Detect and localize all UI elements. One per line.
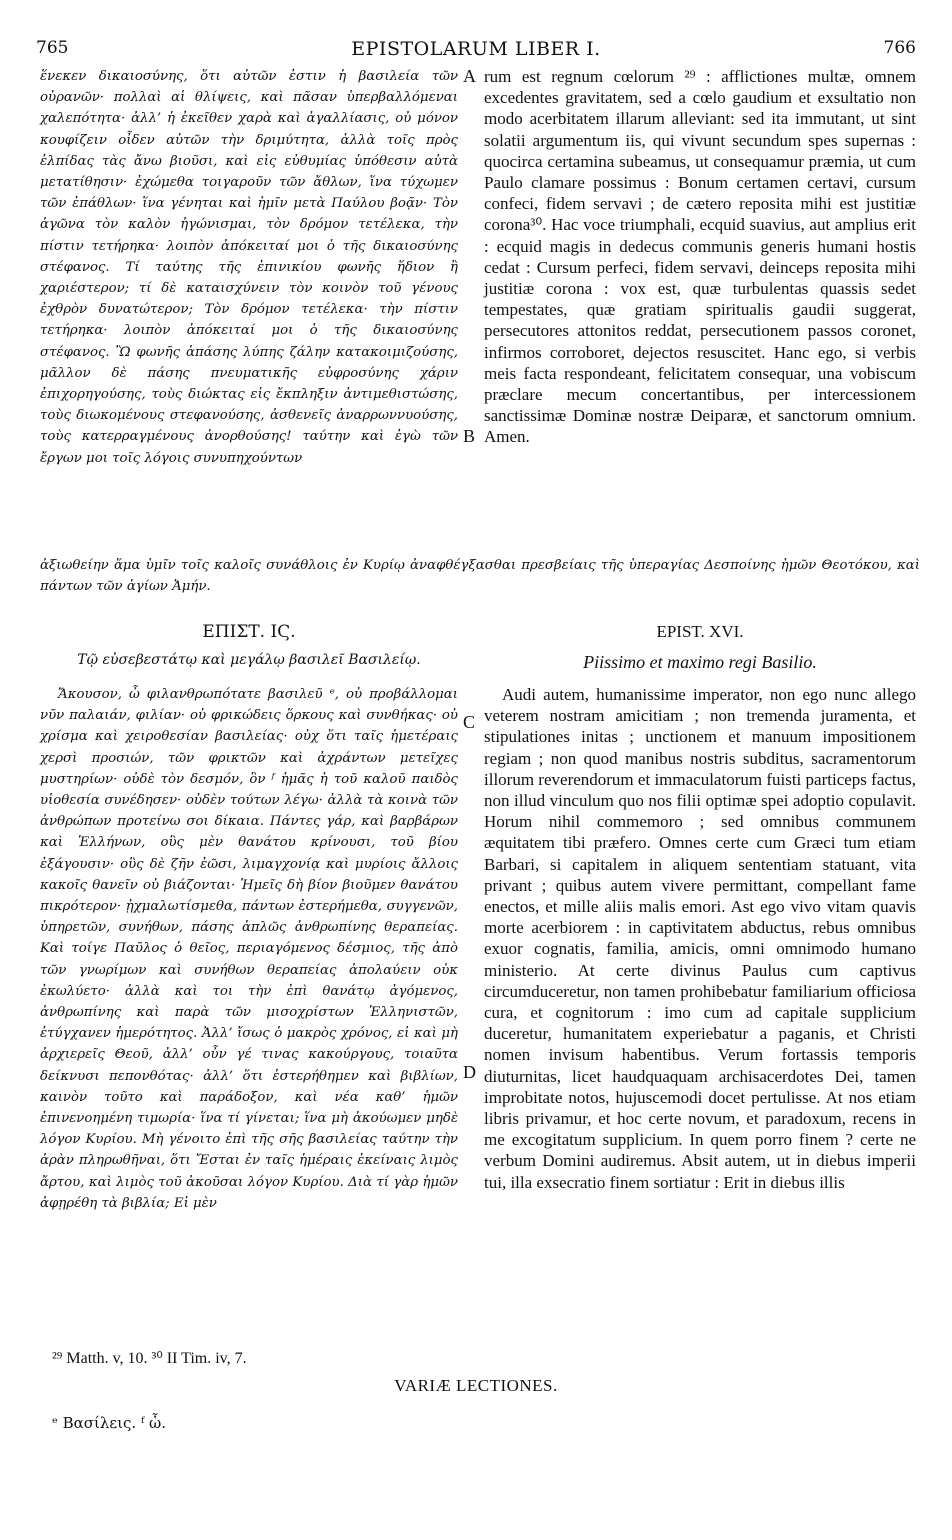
greek-text-top: ἕνεκεν δικαιοσύνης, ὅτι αὐτῶν ἐστιν ἡ βασιλεία τῶν οὐρανῶν· πολλαὶ αἱ θλίψεις, καὶ πᾶσαν ὑπερβαλλόμεναι χαλεπότητα· ἀλλ’ ἡ ἐκεῖθεν χαρὰ καὶ ἀγαλλίασις, οὐ μόνον κουφίζειν οἶδεν αὐτῶν τὴν δριμύτητα, ἀλλὰ τοῖς πρὸς ἐλπίδας τὰς ἄνω βιοῦσι, καὶ εἰς εὐθυμίας ὑπόθεσιν αὐτὰ μετατίθησιν· ἐχώμεθα τοιγαροῦν τῶν ἄθλων, ἵνα τύχωμεν τῶν ἐπάθλων· ἵνα γένηται καὶ ἡμῖν μετὰ Παύλου βοᾷν· Τὸν ἀγῶνα τὸν καλὸν ἠγώνισμαι, τὸν δρόμον τετέλεκα, τὴν πίστιν τετήρηκα· λοιπὸν ἀπόκειταί μοι ὁ τῆς δικαιοσύνης στέφανος. Τί ταύτης τῆς ἐπινικίου φωνῆς ἥδιον ἢ χαριέστερον; τί δὲ καταισχύνειν τὸν κοινὸν τοῦ γένους ἐχθρὸν δυνατώτερον; Τὸν δρόμον τετέλεκα· τὴν πίστιν τετήρηκα· λοιπὸν ἀπόκειταί μοι ὁ τῆς δικαιοσύνης στέφανος. Ὢ φωνῆς ἁπάσης λύπης ζάλην κατακοιμιζούσης, μᾶλλον δὲ πάσης πνευματικῆς εὐφροσύνης χάριν ἐπιχορηγούσης, τοὺς διώκτας εἰς ἔκπληξιν ἀντιμεθιστώσης, τοὺς διωκομένους στεφανούσης, ἀσθενεῖς ἀναρρωννυούσης, τοὺς κατερραγμένους ἀνορθούσης! ταύτην καὶ ἐγὼ τῶν ἔργων μοι τοῖς λόγοις συνυπηχούντων <box>40 69 458 466</box>
greek-epistle-body: Ἄκουσον, ὦ φιλανθρωπότατε βασιλεῦ ᵉ, οὐ προβάλλομαι νῦν παλαιάν, φιλίαν· οὐ φρικώδεις ὅρκους καὶ συνθήκας· οὐ χρίσμα καὶ χειροθεσίαν βασιλείας· οὐχ ὅτι ταῖς ἡμετέραις χερσὶ προσιών, τῶν φρικτῶν καὶ ἀχράντων μετεῖχες μυστηρίων· οὐδὲ τὸν δεσμόν, ὃν ᶠ ἡμᾶς ἡ τοῦ καλοῦ παιδὸς υἱοθεσία συνέδησεν· οὐδὲν τούτων λέγω· ἀλλὰ τὰ κοινὰ τῶν ἀνθρώπων προτείνω σοι δίκαια. Πάντες γάρ, καὶ βαρβάρων καὶ Ἑλλήνων, οὓς μὲν θανάτου κρίνουσι, τοῦ βίου ἐξάγουσιν· οὓς δὲ ζῆν ἐῶσι, λιμαγχονίᾳ καὶ μυρίοις ἄλλοις κακοῖς θανεῖν οὐ βιάζονται· Ἡμεῖς δὴ βίον βιοῦμεν θανάτου πικρότερον· ᾐχμαλωτίσμεθα, πάντων ἐστερήμεθα, συγγενῶν, ὑπηρετῶν, συνήθων, πάσης ἁπλῶς ἀνθρωπίνης θεραπείας. Καὶ τοίγε Παῦλος ὁ θεῖος, περιαγόμενος δέσμιος, τῆς ἀπὸ τῶν γνωρίμων καὶ συνήθων θεραπείας ἀπολαύειν οὐκ ἐκωλύετο· ἀλλὰ καὶ τοι τὴν ἐπὶ θανάτῳ ἀγόμενος, ἀνθρωπίνης καὶ παρὰ τῶν μισοχρίστων Ἑλληνιστῶν, ἐτύγχανεν ἡμερότητος. Ἀλλ’ ἴσως ὁ μακρὸς χρόνος, εἰ καὶ μὴ ἀρχιερεῖς Θεοῦ, ἀλλ’ οὖν γέ τινας κακούργους, τοιαῦτα δείκνυσι πεπονθότας· ἀλλ’ ὅτι ἐστερήθημεν καὶ βιβλίων, καινὸν τοῦτο καὶ παράδοξον, καὶ νέα καθ’ ἡμῶν ἐπινενοημένη τιμωρία· ἵνα τί γίνεται; ἵνα μὴ ἀκούωμεν μηδὲ λόγον Κυρίου. Μὴ γένοιτο ἐπὶ τῆς σῆς βασιλείας ταύτην τὴν ἀρὰν πληρωθῆναι, ὅτι Ἔσται ἐν ταῖς ἡμέραις ἐκείναις λιμὸς ἄρτου, καὶ λιμὸς τοῦ ἀκοῦσαι λόγον Κυρίου. Διὰ τί γὰρ ἡμῶν ἀφῃρέθη τὰ βιβλία; Εἰ μὲν <box>40 687 458 1211</box>
latin-column-epistle <box>484 684 916 1193</box>
latin-column-top <box>484 66 916 448</box>
latin-epistle-body: Audi autem, humanissime imperator, non ego nunc allego veterem nostram amicitiam ; non tremenda juramenta, et stipulationes initas ; unctionem et manuum impositionem regiam ; non quod manibus nostris subditus, sacramentorum illorum reverendorum et immaculatorum fuisti particeps factus, non illud vinculum quo nos filii optimæ spei adoptio copulavit. Horum nihil commemoro ; sed omnibus communem æquitatem tibi præfero. Omnes certe cum Græci tum etiam Barbari, si capitalem in aliquem sententiam statuant, vita privant ; quibus autem vivere permittant, compellant fame enectos, et mille aliis malis emori. Ast ego vivo vitam quavis morte acerbiorem : in captivitatem abductus, rebus omnibus exuor cognatis, familia, amicis, omni omnimodo humano ministerio. At certe divinus Paulus cum captivus circumduceretur, non tamen prohibebatur familiarium officiosa cura, et cognitorum : imo cum ad capitale supplicium duceretur, humanitatem experiebatur a paganis, et Christi nomen invisum habentibus. Verum fortassis temporis diuturnitas, licet haudquaquam archisacerdotes Dei, tamen improbitate notos, hujuscemodi docet pertulisse. At nos etiam libris privamur, et hoc certe novum, et paradoxum, recens in me excogitatum supplicium. In quem porro finem ? certe ne verbum Domini audiremus. Absit autem, ut in diebus imperii tui, illa exsecratio finem sortiatur : Erit in diebus illis <box>484 685 916 1192</box>
margin-marker-d: D <box>463 1062 476 1082</box>
latin-text-top: rum est regnum cœlorum ²⁹ : afflictiones multæ, omnem excedentes gravitatem, sed a cœlo gaudium et exsultatio non modo acerbitatem illarum alleviant: sed ita immutant, ut sint solatii argumentum iis, qui vivunt secundum spes supernas : quocirca certamina subeamus, ut consequamur præmia, ut cum Paulo clamare possimus : Bonum certamen certavi, cursum confeci, fidem servavi ; de cætero reposita mihi est justitiæ corona³⁰. Hac voce triumphali, ecquid suavius, aut amplius erit : ecquid magis in dedecus communis generis humani hostis cedat : Cursum perfeci, fidem servavi, deinceps reposita mihi justitiæ corona : vox est, quæ turbulentas quassis sedet tempestates, quæ gratiam spiritualis gaudii suggerat, persecutores attonitos reddat, persecutionem passos coronet, infirmos corroboret, dejectos resuscitet. Hanc ego, si verbis meis facta respondeant, felicitatem consequar, una vobiscum præclare mecum concertantibus, per intercessionem sanctissimæ Dominæ nostræ Deiparæ, et sanctorum omnium. Amen. <box>484 67 916 447</box>
epistle-address-greek: Τῷ εὐσεβεστάτῳ καὶ μεγάλῳ βασιλεῖ Βασιλείῳ. <box>77 652 421 668</box>
epistle-heading-greek: ΕΠΙΣΤ. ΙϚ. <box>202 622 296 642</box>
margin-marker-b: B <box>463 426 476 446</box>
page-number-right: 766 <box>883 38 916 58</box>
greek-column-epistle <box>40 684 458 1214</box>
margin-marker-c: C <box>463 712 476 732</box>
margin-marker-a: A <box>463 66 476 86</box>
epistle-heading-latin: EPIST. XVI. <box>656 622 744 641</box>
running-header <box>0 38 952 62</box>
variae-lectiones-heading: VARIÆ LECTIONES. <box>394 1376 558 1395</box>
running-title: EPISTOLARUM LIBER I. <box>351 38 601 60</box>
epistle-address-latin: Piissimo et maximo regi Basilio. <box>583 652 817 672</box>
greek-column-top <box>40 66 458 469</box>
greek-span-text: ἀξιωθείην ἅμα ὑμῖν τοῖς καλοῖς συνάθλοις ἐν Κυρίῳ ἀναφθέγξασθαι πρεσβείαις τῆς ὑπεραγίας Δεσποίνης ἡμῶν Θεοτόκου, καὶ πάντων τῶν ἁγίων Ἀμήν. <box>40 558 920 595</box>
page-number-left: 765 <box>36 38 69 58</box>
footnotes: ²⁹ Matth. v, 10. ³⁰ II Tim. iv, 7. <box>52 1350 247 1367</box>
greek-span-line <box>40 555 920 597</box>
variae-lectiones-text: ᵉ Βασίλεις. ᶠ ὧ. <box>52 1414 167 1432</box>
